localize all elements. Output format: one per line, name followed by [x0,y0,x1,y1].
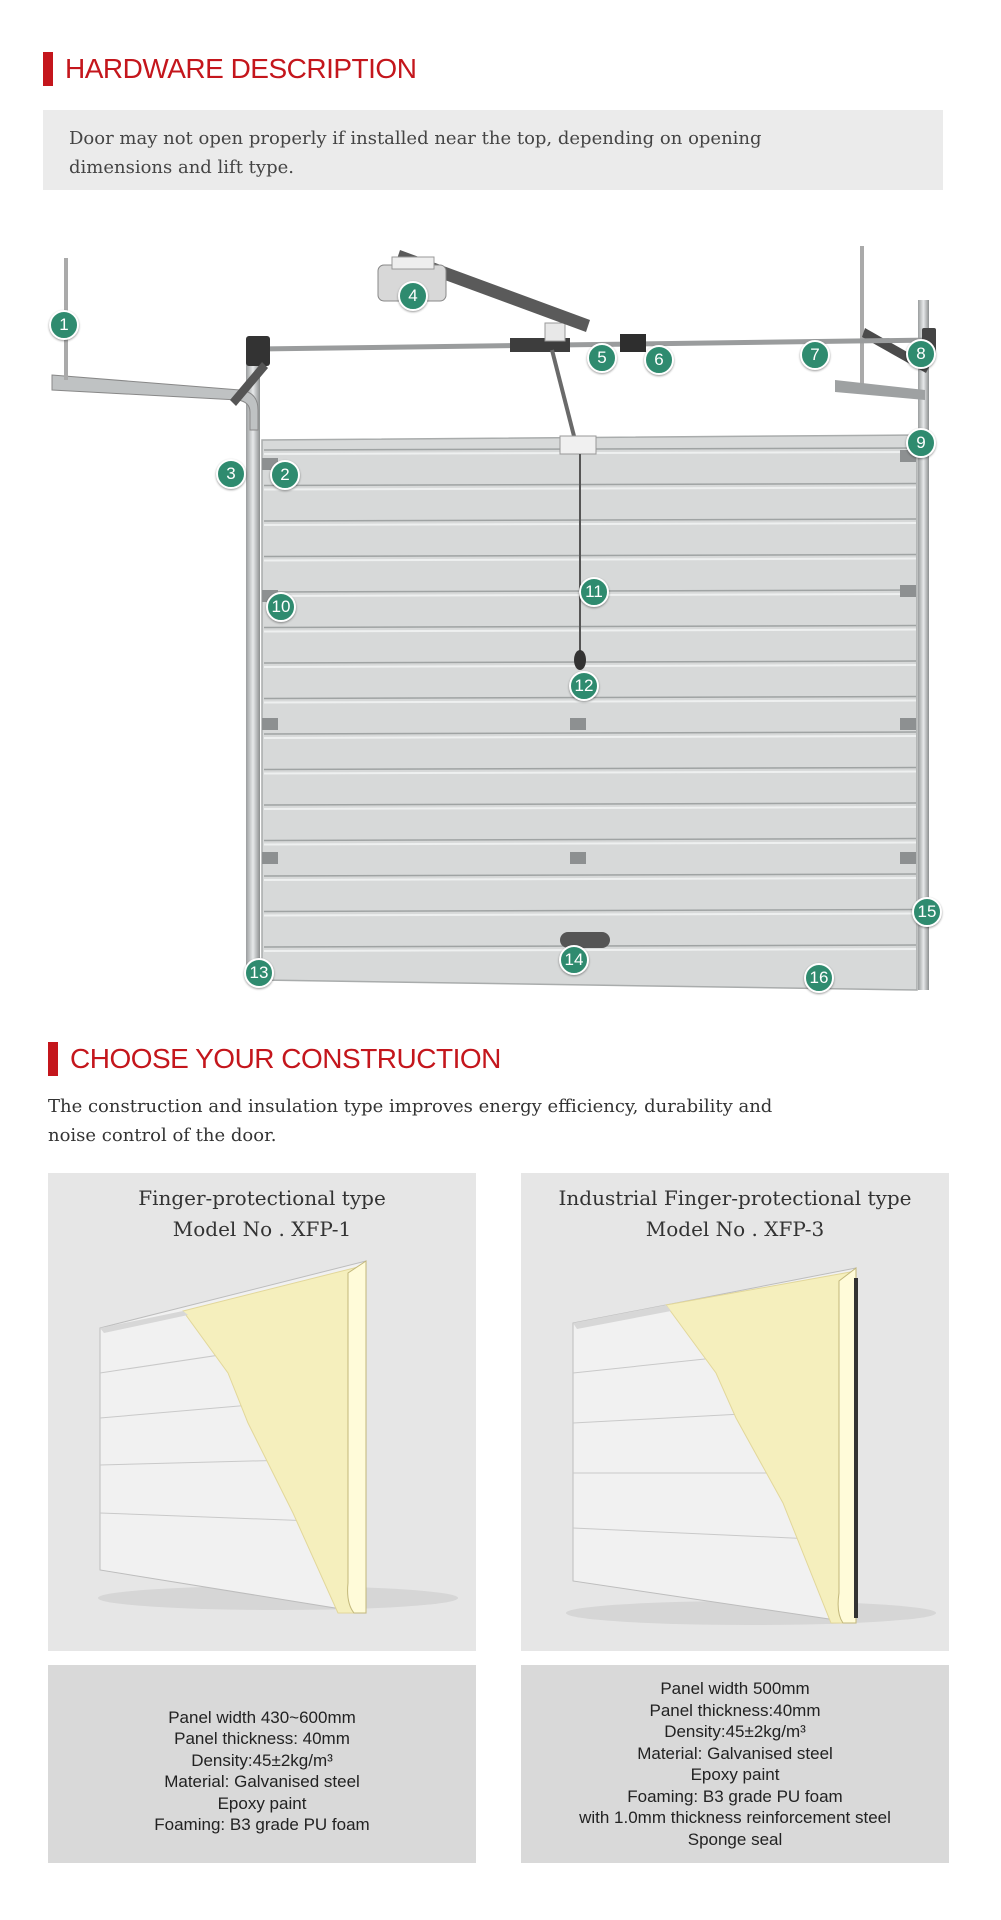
panel-card-xfp1 [48,1173,476,1651]
spring-cone [620,334,646,352]
left-horizontal-track [52,375,258,430]
spec-line: Material: Galvanised steel [637,1743,833,1763]
panel-type-label: Finger-protectional type [138,1186,386,1210]
construction-heading [48,1042,501,1076]
callout-badge-4: 4 [398,281,428,311]
callout-badge-6: 6 [644,345,674,375]
callout-badge-11: 11 [579,577,609,607]
garage-door-diagram [0,240,1001,1010]
intro-line-1: The construction and insulation type improves energy efficiency, durability and [48,1096,773,1117]
hardware-note [43,110,943,190]
right-horizontal-track [835,380,925,400]
spec-line: Epoxy paint [690,1765,780,1784]
spec-line: Panel thickness: 40mm [174,1729,350,1748]
hinge [262,852,278,864]
spec-box-xfp1 [48,1665,476,1863]
spec-line: Density:45±2kg/m³ [191,1750,333,1770]
spec-line: with 1.0mm thickness reinforcement steel [579,1808,891,1827]
construction-intro [48,1092,948,1150]
callout-badge-5: 5 [587,343,617,373]
hinge [900,585,916,597]
hinge [570,718,586,730]
note-line-2: dimensions and lift type. [69,157,294,178]
left-vertical-track [246,360,260,980]
callout-badge-2: 2 [270,460,300,490]
rope-handle [574,650,586,670]
callout-badge-10: 10 [266,592,296,622]
callout-badge-3: 3 [216,459,246,489]
left-drum [246,336,270,366]
spec-line: Panel thickness:40mm [649,1700,821,1720]
spec-line: Panel width 430~600mm [168,1707,356,1727]
hinge [570,852,586,864]
note-line-1: Door may not open properly if installed near the top, depending on opening [69,128,762,149]
callout-badge-15: 15 [912,897,942,927]
door-panel [262,435,917,990]
heading-accent-bar [43,52,53,86]
callout-badge-14: 14 [559,945,589,975]
panel-card-xfp3 [521,1173,949,1651]
center-bracket [545,323,565,341]
hinge [900,852,916,864]
spec-line: Sponge seal [687,1829,783,1849]
callout-badge-8: 8 [906,339,936,369]
hinge [262,718,278,730]
panel-model-label: Model No . XFP-1 [172,1217,352,1241]
intro-line-2: noise control of the door. [48,1125,277,1146]
opener-cover [392,257,434,269]
panel-type-label: Industrial Finger-protectional type [558,1186,912,1210]
panel-section-illustration [521,1173,949,1651]
spec-line: Foaming: B3 grade PU foam [154,1815,370,1834]
spec-line: Material: Galvanised steel [164,1772,360,1791]
hinge [900,718,916,730]
panel-section-illustration [48,1173,476,1651]
right-vertical-track [918,300,929,990]
construction-title: CHOOSE YOUR CONSTRUCTION [70,1043,501,1074]
callout-badge-7: 7 [800,340,830,370]
opener-arm [552,350,575,440]
hardware-title: HARDWARE DESCRIPTION [65,53,417,84]
spec-line: Panel width 500mm [660,1679,810,1698]
spec-line: Density:45±2kg/m³ [664,1722,806,1741]
callout-badge-1: 1 [49,310,79,340]
heading-accent-bar [48,1042,58,1076]
arm-bracket [560,436,596,454]
hardware-heading [43,52,416,86]
callout-badge-12: 12 [569,671,599,701]
spec-line: Foaming: B3 grade PU foam [627,1786,843,1806]
callout-badge-16: 16 [804,963,834,993]
callout-badge-9: 9 [906,428,936,458]
callout-badge-13: 13 [244,958,274,988]
panel-model-label: Model No . XFP-3 [645,1217,825,1241]
spec-line: Epoxy paint [217,1793,307,1813]
spec-box-xfp3 [521,1665,949,1863]
